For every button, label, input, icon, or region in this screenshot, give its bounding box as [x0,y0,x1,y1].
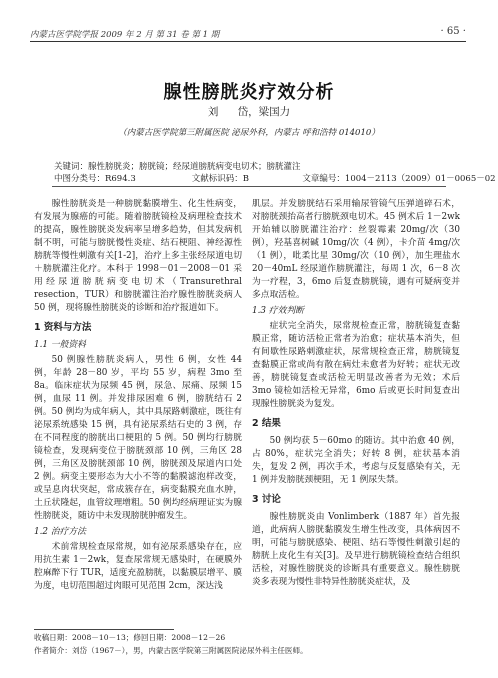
running-header [30,24,466,40]
article-number: 文章编号：1004－2113（2009）01－0065－02 [302,174,496,184]
right-column [252,198,460,589]
paragraph-2: 50 例均获 5－60mo 的随访。其中治愈 40 例，占 80%，症状完全消失；好转 8 例，症状基本消失，复发 2 例，再次手术，考虑与反复感染有关，无 1 例并发膀胱颈梗阻，无 1 例尿失禁。 [252,436,460,485]
article-identifiers [54,172,496,184]
paragraph-3: 腺性膀胱炎由 Vonlimberk（1887 年）首先报道，此病病人膀胱黏膜发生增生性改变，具体病因不明，可能与膀胱感染、梗阻、结石等慢性刺激引起的膀胱上皮化生有关[3]。及早进行膀胱镜检查结合组织活检，对腺性膀胱炎的诊断具有重要意义。腺性膀胱炎多表现为慢性非特异性膀胱炎症状，及 [252,512,460,587]
subsection-heading-1-2: 1.2 治疗方法 [34,527,86,537]
header-divider [30,41,466,42]
authors: 刘 岱，梁国力 [207,106,291,118]
article-title: 腺性膀胱炎疗效分析 [163,82,335,103]
author-bio: 作者简介：刘岱（1967－），男，内蒙古医学院第三附属医院泌尿外科主任医师。 [34,646,308,655]
footnote-divider [34,629,174,630]
section-heading-1: 1 资料与方法 [34,322,92,333]
page-number: · 65 · [440,26,466,37]
document-code: 文献标识码：B [191,174,249,184]
section-heading-3: 3 讨论 [252,494,281,505]
paragraph-1-3: 症状完全消失，尿常规检查正常，膀胱镜复查黏膜正常，随访活检正常者为治愈；症状基本消失，但有间歇性尿路刺激症状，尿常规检查正常，膀胱镜复查黏膜正常或尚有散在病灶未愈者为好转；症状无改善，膀胱镜复查或活检无明显改善者为无效；术后 3mo 镜检如活检无异常，6mo 后或更长时间复查出现腺性膀胱炎为复发。 [252,321,460,409]
paragraph-1-2: 术前常规检查尿常规，如有泌尿系感染存在，应用抗生素 1－2wk，复查尿常规无感染时，在硬膜外腔麻醉下行 TUR，适度充盈膀胱，以黏膜层增平、膜为度，电切范围超过肉眼可见范围 2cm，深达浅 [34,542,242,591]
section-heading-2: 2 结果 [252,418,281,429]
abstract-divider [52,186,446,187]
journal-info: 内蒙古医学院学报 2009 年 2 月 第 31 卷 第 1 期 [30,30,220,40]
subsection-heading-1-1: 1.1 一般资料 [34,340,86,350]
keywords: 关键词：腺性膀胱炎；膀胱镜；经尿道膀胱病变电切术；膀胱灌注 [54,162,301,172]
subsection-heading-1-3: 1.3 疗效判断 [252,306,304,316]
received-date: 收稿日期：2008－10－13；修回日期：2008－12－26 [34,633,226,642]
paragraph-continued: 肌层。并发膀胱结石采用输尿管镜气压弹道碎石术，对膀胱颈抬高者行膀胱颈电切术。45 例术后 1－2wk 开始辅以膀胱灌注治疗：丝裂霉素 20mg/次（30 例），羟基喜树碱 10mg/次（4 例），卡介苗 4mg/次（1 例），吡柔比星 30mg/次（10 例），加生理盐水 20－40mL 经尿道作膀胱灌注，每周 1 次，6－8 次为一疗程，3，6mo 后复查膀胱镜，遇有可疑病变并多点取活检。 [252,199,460,300]
affiliation: （内蒙古医学院第三附属医院 泌尿外科，内蒙古 呼和浩特 014010） [118,128,380,138]
clc-number: 中图分类号：R694.3 [54,174,136,184]
intro-paragraph: 腺性膀胱炎是一种膀胱黏膜增生、化生性病变，有发展为腺癌的可能。随着膀胱镜检及病理检查技术的提高，腺性膀胱炎发病率呈增多趋势，但其发病机制不明，可能与膀胱慢性炎症、结石梗阻、神经源性膀胱等慢性刺激有关[1-2]，治疗上多主张经尿道电切＋膀胱灌注化疗。本科于 1998－01－2008－01 采用经尿道膀胱病变电切术（Transurethral resection，TUR）和膀胱灌注治疗腺性膀胱炎病人 50 例，现将腺性膀胱炎的诊断和治疗报道如下。 [34,199,242,313]
left-column [34,198,242,593]
paragraph-1-1: 50 例腺性膀胱炎病人，男性 6 例，女性 44 例，年龄 28－80 岁，平均 55 岁，病程 3mo 至 8a。临床症状为尿频 45 例，尿急、尿痛、尿频 15 例，血尿 11 例。并发排尿困难 6 例，膀胱结石 2 例。50 例均为成年病人，其中具尿路刺激症，既往有泌尿系统感染 15 例，具有泌尿系结石史的 3 例，存在不同程度的膀胱出口梗阻的 5 例。50 例均行膀胱镜检查，发现病变位于膀胱颈部 10 例，三角区 28 例，三角区及膀胱颈部 10 例，膀胱颈及尿道内口处 2 例。病变主要形态为大小不等的黏膜滤泡样改变，或呈息肉状突起，常成簇存在，病变黏膜充血水肿，土丘状隆起，血管纹理增粗。50 例均经病理证实为腺性膀胱炎，随访中未发现膀胱肿瘤发生。 [34,355,242,521]
